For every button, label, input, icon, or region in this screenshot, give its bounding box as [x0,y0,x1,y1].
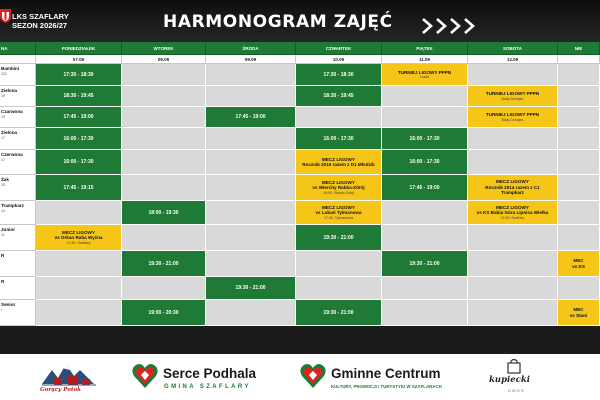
empty-slot [558,64,600,86]
empty-slot [122,277,206,300]
date-thursday: 10.09 [296,55,382,64]
empty-slot [206,300,296,326]
sponsor-gminne-centrum-sub: KULTURY, PROMOCJI I TURYSTYKI W SZAFLARACH [331,384,442,389]
empty-slot [122,64,206,86]
match-title: TURNIEJ LIGOWY PPPN [485,91,540,96]
empty-slot [382,86,468,107]
match-location: Biały Dunajec [501,96,524,101]
match-title: MEC [573,307,584,312]
match-opponent: Rocznik 2014 razem z C1 [485,184,540,190]
match-slot[interactable] [468,201,558,225]
match-opponent: vs Stani [569,312,588,318]
row-label-year: 17 [1,135,5,140]
match-title: MECZ LIGOWY [496,179,529,185]
match-slot[interactable] [558,300,600,326]
schedule-grid [0,42,600,326]
match-opponent: Rocznik 2016 razem z D1 Młodzik [302,162,375,167]
row-label-year: r [1,307,3,312]
empty-slot [122,107,206,128]
empty-slot [122,150,206,175]
club-name: LKS SZAFLARY [12,12,69,21]
sponsor-serce-podhala-sub: GMINA SZAFLARY [164,384,251,390]
empty-slot [206,251,296,277]
row-label-name: Zielona [1,88,18,93]
empty-slot [558,201,600,225]
training-slot[interactable]: 16:00 - 17:30 [36,150,122,175]
row-label-name: Bambini [1,66,20,71]
empty-slot [296,277,382,300]
empty-slot [558,107,600,128]
training-slot[interactable]: 18:30 - 19:45 [36,86,122,107]
match-slot[interactable] [382,64,468,86]
match-location: 11:00, Szaflary [500,215,525,220]
match-opponent: vs Orkan Raba Wyżna [54,235,103,241]
empty-slot [206,201,296,225]
date-saturday: 12.09 [468,55,558,64]
column-header-monday: PONIEDZIAŁEK [36,42,122,55]
match-title: MECZ LIGOWY [496,204,529,210]
training-slot[interactable]: 19:30 - 21:00 [206,277,296,300]
club-crest-icon [0,9,11,23]
empty-slot [122,128,206,150]
empty-slot [468,150,558,175]
row-label-name: Zielona [1,130,18,135]
empty-slot [122,86,206,107]
match-slot[interactable] [296,201,382,225]
column-header-wednesday: ŚRODA [206,42,296,55]
row-label [0,64,36,86]
column-header-saturday: SOBOTA [468,42,558,55]
sponsor-kupiecki-sub: DWÓR [508,388,525,393]
row-label-name: Czarwona [1,109,23,114]
empty-slot [36,251,122,277]
empty-slot [558,128,600,150]
training-slot[interactable]: 16:00 - 17:30 [296,128,382,150]
empty-slot [468,64,558,86]
empty-slot [468,128,558,150]
date-wednesday: 09.09 [206,55,296,64]
row-label-year: 15 [1,182,5,187]
club-season: SEZON 2026/27 [12,21,68,30]
training-slot[interactable]: 16:00 - 17:30 [36,128,122,150]
row-label-name: Czerwona [1,152,23,157]
column-header-sunday: NIE [558,42,600,55]
column-header-team: NA [0,42,36,55]
empty-slot [468,300,558,326]
row-label-name: R [1,279,5,284]
row-label [0,128,36,150]
match-slot[interactable] [468,175,558,201]
match-location: 17:00, Tylmanowa [323,215,354,220]
row-label-name: Senior [1,302,16,307]
row-label-year: 17 [1,157,5,162]
row-label-year: 19 [1,114,5,119]
date-sunday [558,55,600,64]
column-header-tuesday: WTOREK [122,42,206,55]
empty-slot [122,225,206,251]
empty-slot [206,64,296,86]
row-label-name: Żak [1,177,9,182]
training-slot[interactable]: 19:30 - 21:00 [296,300,382,326]
column-header-thursday: CZWARTEK [296,42,382,55]
row-label [0,175,36,201]
heart-logo-icon [299,362,327,390]
row-label-year: 13 [1,208,5,213]
row-label [0,107,36,128]
training-slot[interactable]: 19:30 - 21:00 [296,225,382,251]
empty-slot [206,150,296,175]
row-label [0,150,36,175]
match-location: Lasek [419,75,430,79]
match-title: MECZ LIGOWY [322,179,355,185]
sponsor-gminne-centrum: Gminne Centrum [331,366,441,381]
match-title: MEC [573,258,584,263]
row-label [0,300,36,326]
empty-slot [296,107,382,128]
row-label-year: 19 [1,93,5,98]
match-slot[interactable] [468,86,558,107]
match-opponent: vs Lubań Tylmanowa [315,210,362,216]
sponsor-footer [0,354,600,400]
match-title: MECZ LIGOWY [322,156,355,162]
match-title: MECZ LIGOWY [62,229,95,235]
training-slot[interactable]: 17:30 - 18:30 [36,64,122,86]
empty-slot [468,251,558,277]
column-header-friday: PIĄTEK [382,42,468,55]
training-slot[interactable]: 19:30 - 21:00 [122,251,206,277]
training-slot[interactable]: 18:00 - 19:30 [122,201,206,225]
empty-slot [382,107,468,128]
row-label-name: Junior [1,227,16,232]
match-slot[interactable] [468,107,558,128]
header [0,0,600,42]
training-slot[interactable]: 19:00 - 20:30 [122,300,206,326]
empty-slot [382,277,468,300]
empty-slot [558,86,600,107]
training-slot[interactable]: 18:30 - 19:45 [296,86,382,107]
empty-slot [36,201,122,225]
match-slot[interactable] [296,175,382,201]
sponsor-serce-podhala: Serce Podhala [163,366,257,381]
row-label [0,86,36,107]
match-opponent: vs KS [572,263,585,269]
chevrons-right-icon [421,17,479,35]
empty-slot [382,300,468,326]
date-cell-empty [0,55,36,64]
empty-slot [206,225,296,251]
training-slot[interactable]: 19:30 - 21:00 [382,251,468,277]
row-label [0,277,36,300]
match-slot[interactable] [36,225,122,251]
row-label [0,251,36,277]
row-label [0,201,36,225]
sponsor-kupiecki: kupiecki [489,375,530,385]
training-slot[interactable]: 17:45 - 19:00 [382,175,468,201]
training-slot[interactable]: 16:00 - 17:30 [382,150,468,175]
shopping-bag-icon [506,358,522,374]
date-friday: 11.09 [382,55,468,64]
training-slot[interactable]: 17:45 - 19:00 [36,107,122,128]
empty-slot [558,225,600,251]
training-slot[interactable]: 17:30 - 18:30 [296,64,382,86]
row-label-year: 022 [1,71,7,76]
heart-logo-icon [131,362,159,390]
empty-slot [36,277,122,300]
training-slot[interactable]: 17:45 - 19:00 [206,107,296,128]
training-slot[interactable]: 16:00 - 17:30 [382,128,468,150]
empty-slot [206,86,296,107]
match-opponent: vs Wierchy Rabka-Zdrój [312,185,365,191]
match-title: TURNIEJ LIGOWY PPPN [485,112,540,117]
row-label-name: Trampkarz [1,203,24,208]
match-slot[interactable] [558,251,600,277]
match-slot[interactable] [296,150,382,175]
match-location: Biały Dunajec [501,117,524,122]
row-label-name: R [1,253,5,258]
match-team: Trampkarz [501,190,524,196]
empty-slot [468,225,558,251]
empty-slot [122,175,206,201]
empty-slot [558,277,600,300]
empty-slot [382,225,468,251]
empty-slot [558,175,600,201]
match-title: TURNIEJ LIGOWY PPPN [397,69,452,75]
row-label-year: 11 [1,232,5,237]
match-location: 18:00, Rabka Zdrój [323,190,354,195]
match-title: MECZ LIGOWY [322,204,355,210]
empty-slot [558,150,600,175]
page-title: HARMONOGRAM ZAJĘĆ [163,12,393,32]
empty-slot [296,251,382,277]
empty-slot [468,277,558,300]
empty-slot [206,175,296,201]
empty-slot [36,300,122,326]
training-slot[interactable]: 17:45 - 19:15 [36,175,122,201]
date-tuesday: 08.09 [122,55,206,64]
empty-slot [206,128,296,150]
date-monday: 07.09 [36,55,122,64]
match-opponent: vs KS Babia Góra Lipnica Wielka [476,210,549,216]
match-location: 17:30, Szaflary [66,240,91,245]
sponsor-goracy-potok: Gorący Potok [40,387,81,393]
empty-slot [382,201,468,225]
row-label [0,225,36,251]
